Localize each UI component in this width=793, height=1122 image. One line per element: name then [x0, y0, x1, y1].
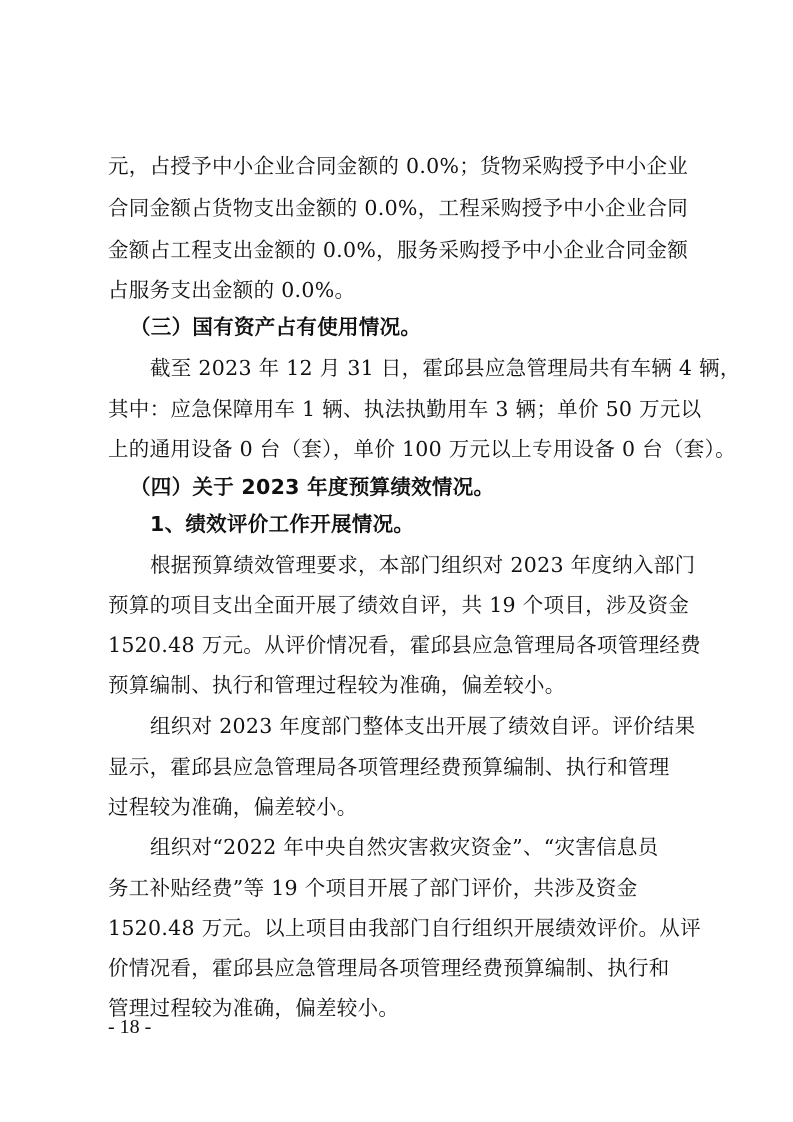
body-text-line: 管理过程较为准确，偏差较小。 [108, 996, 400, 1020]
body-text-line: 金额占工程支出金额的 0.0%，服务采购授予中小企业合同金额 [108, 238, 689, 262]
body-text-line: 显示，霍邱县应急管理局各项管理经费预算编制、执行和管理 [108, 755, 670, 779]
section-heading: （三）国有资产占有使用情况。 [130, 315, 422, 339]
body-text-line: 预算编制、执行和管理过程较为准确，偏差较小。 [108, 673, 566, 697]
page-number: - 18 - [108, 1016, 152, 1038]
body-text-line: 1520.48 万元。从评价情况看，霍邱县应急管理局各项管理经费 [108, 633, 701, 657]
body-text-line: 组织对 2023 年度部门整体支出开展了绩效自评。评价结果 [150, 714, 696, 738]
section-heading: （四）关于 2023 年度预算绩效情况。 [130, 475, 495, 499]
body-text-line: 占服务支出金额的 0.0%。 [108, 278, 356, 302]
subsection-heading: 1、绩效评价工作开展情况。 [150, 512, 415, 536]
body-text-line: 元，占授予中小企业合同金额的 0.0%；货物采购授予中小企业 [108, 154, 689, 178]
body-text-line: 上的通用设备 0 台（套），单价 100 万元以上专用设备 0 台（套）。 [108, 437, 736, 461]
body-text-line: 价情况看，霍邱县应急管理局各项管理经费预算编制、执行和 [108, 956, 670, 980]
body-text-line: 截至 2023 年 12 月 31 日，霍邱县应急管理局共有车辆 4 辆， [150, 356, 741, 380]
body-text-line: 过程较为准确，偏差较小。 [108, 795, 358, 819]
body-text-line: 根据预算绩效管理要求，本部门组织对 2023 年度纳入部门 [150, 553, 696, 577]
body-text-line: 合同金额占货物支出金额的 0.0%，工程采购授予中小企业合同 [108, 196, 689, 220]
body-text-line: 务工补贴经费”等 19 个项目开展了部门评价，共涉及资金 [108, 876, 638, 900]
body-text-line: 预算的项目支出全面开展了绩效自评，共 19 个项目，涉及资金 [108, 593, 690, 617]
body-text-line: 其中：应急保障用车 1 辆、执法执勤用车 3 辆；单价 50 万元以 [108, 397, 702, 421]
body-text-line: 组织对“2022 年中央自然灾害救灾资金”、“灾害信息员 [150, 835, 659, 859]
body-text-line: 1520.48 万元。以上项目由我部门自行组织开展绩效评价。从评 [108, 916, 701, 940]
